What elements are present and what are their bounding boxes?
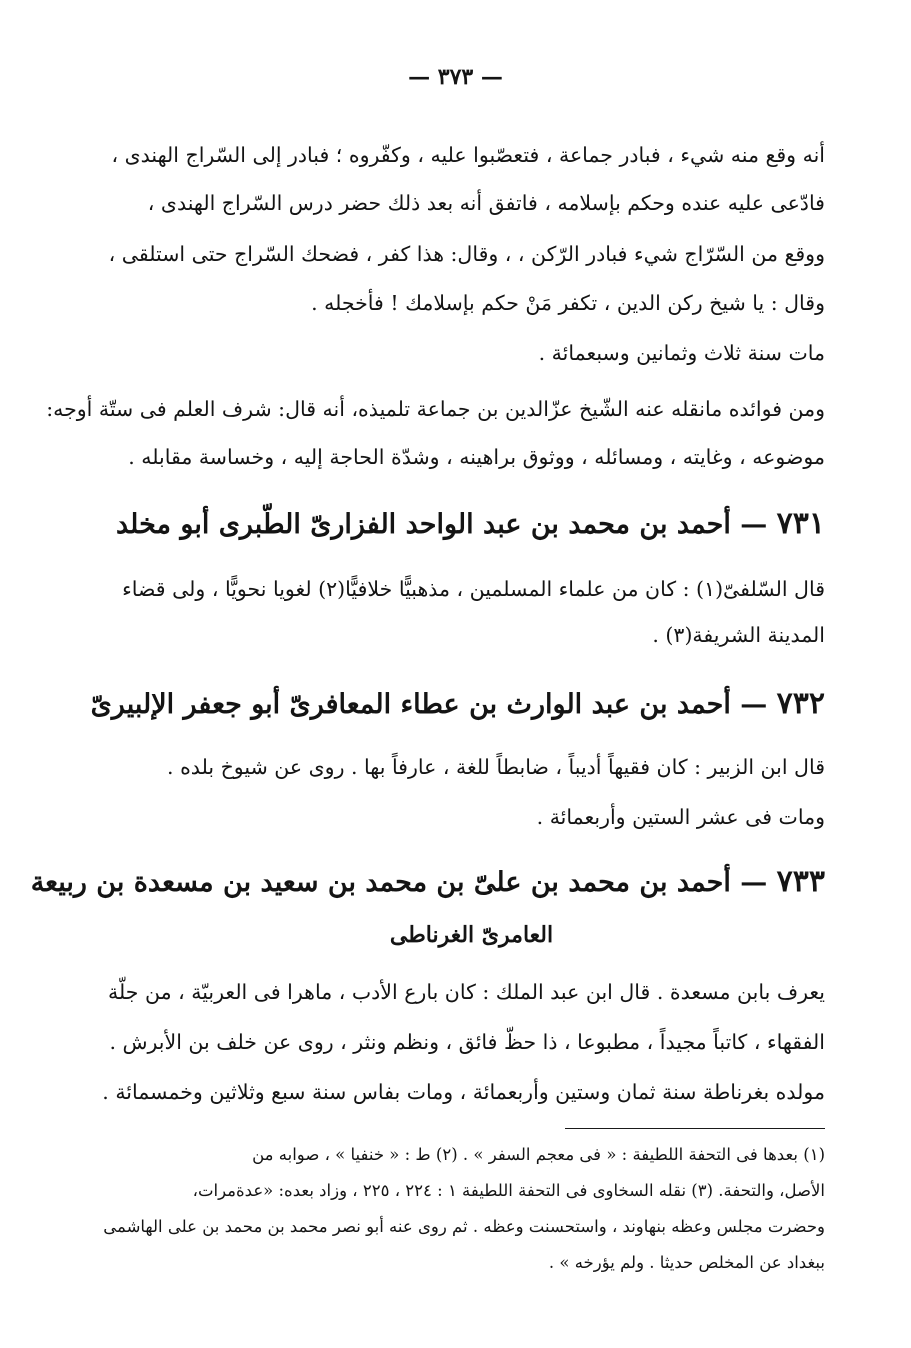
text-line: ووقع من السّرّاج شيء فبادر الرّكن ، ، وقال: هذا كفر ، فضحك السّراج حتى استلقى ،	[108, 242, 825, 266]
text-line: موضوعه ، وغايته ، ومسائله ، ووثوق براهينه ، وشدّة الحاجة إليه ، وخساسة مقابله .	[128, 445, 825, 469]
text-line: قال السّلفىّ(١) : كان من علماء المسلمين ، مذهبيًّا خلافيًّا(٢) لغويا نحويًّا ، ولى قضاء	[122, 577, 825, 601]
entry-dash: —	[740, 509, 768, 540]
text-line: ومن فوائده مانقله عنه الشّيخ عزّالدين بن جماعة تلميذه، أنه قال: شرف العلم فى ستّة أوجه:	[46, 397, 825, 421]
entry-heading-732	[90, 684, 825, 725]
entry-body-731	[118, 574, 825, 654]
text-line: مولده بغرناطة سنة ثمان وستين وأربعمائة ، ومات بفاس سنة سبع وثلاثين وخمسمائة .	[102, 1080, 825, 1104]
page-number: — ٣٧٣ —	[408, 64, 503, 90]
text-line: يعرف بابن مسعدة . قال ابن عبد الملك : كان بارع الأدب ، ماهرا فى العربيّة ، من جلّة	[108, 980, 825, 1004]
entry-number: ٧٣٣	[776, 864, 825, 899]
footnote-line: ببغداد عن المخلص حديثا . ولم يؤرخه » .	[548, 1253, 825, 1272]
text-line: أنه وقع منه شيء ، فبادر جماعة ، فتعصّبوا عليه ، وكفّروه ؛ فبادر إلى السّراج الهندى ،	[111, 143, 825, 167]
footnote-line: (١) بعدها فى التحفة اللطيفة : « فى معجم السفر » . (٢) ط : « خنفيا » ، صوابه من	[252, 1145, 825, 1164]
entry-dash: —	[740, 867, 768, 898]
entry-name: أحمد بن عبد الوارث بن عطاء المعافرىّ أبو جعفر الإلبيرىّ	[90, 689, 731, 720]
entry-name: أحمد بن محمد بن علىّ بن محمد بن سعيد بن مسعدة بن ربيعة	[30, 867, 731, 898]
text-line: فادّعى عليه عنده وحكم بإسلامه ، فاتفق أنه بعد ذلك حضر درس السّراج الهندى ،	[147, 191, 825, 215]
entry-subname-733: العامرىّ الغرناطى	[389, 922, 554, 948]
entry-heading-733	[30, 862, 825, 903]
entry-dash: —	[740, 689, 768, 720]
text-line: ومات فى عشر الستين وأربعمائة .	[536, 805, 825, 829]
entry-number: ٧٣١	[776, 506, 825, 541]
entry-heading-731	[118, 504, 825, 545]
entry-body-732	[118, 752, 825, 832]
text-line: وقال : يا شيخ ركن الدين ، تكفر مَنْ حكم بإسلامك ! فأخجله .	[311, 291, 825, 315]
text-line: قال ابن الزبير : كان فقيهاً أديباً ، ضابطاً للغة ، عارفاً بها . روى عن شيوخ بلده .	[167, 755, 825, 779]
entry-name: أحمد بن محمد بن عبد الواحد الفزارىّ الطّبرى أبو مخلد	[116, 509, 731, 540]
intro-section	[46, 140, 825, 480]
text-line: الفقهاء ، كاتباً مجيداً ، مطبوعا ، ذا حظّ فائق ، ونظم ونثر ، روى عن خلف بن الأبرش .	[109, 1030, 825, 1054]
text-line: مات سنة ثلاث وثمانين وسبعمائة .	[538, 341, 825, 365]
entry-number: ٧٣٢	[776, 686, 825, 721]
text-line: المدينة الشريفة(٣) .	[652, 623, 825, 647]
entry-body-733	[102, 977, 825, 1107]
footnote-line: وحضرت مجلس وعظه بنهاوند ، واستحسنت وعظه . ثم روى عنه أبو نصر محمد بن محمد بن على الهاشمى	[103, 1217, 825, 1236]
footnote-line: الأصل، والتحفة. (٣) نقله السخاوى فى التحفة اللطيفة ١ : ٢٢٤ ، ٢٢٥ ، وزاد بعده: «عدةمرات،	[192, 1181, 825, 1200]
footnote-divider	[565, 1128, 825, 1129]
